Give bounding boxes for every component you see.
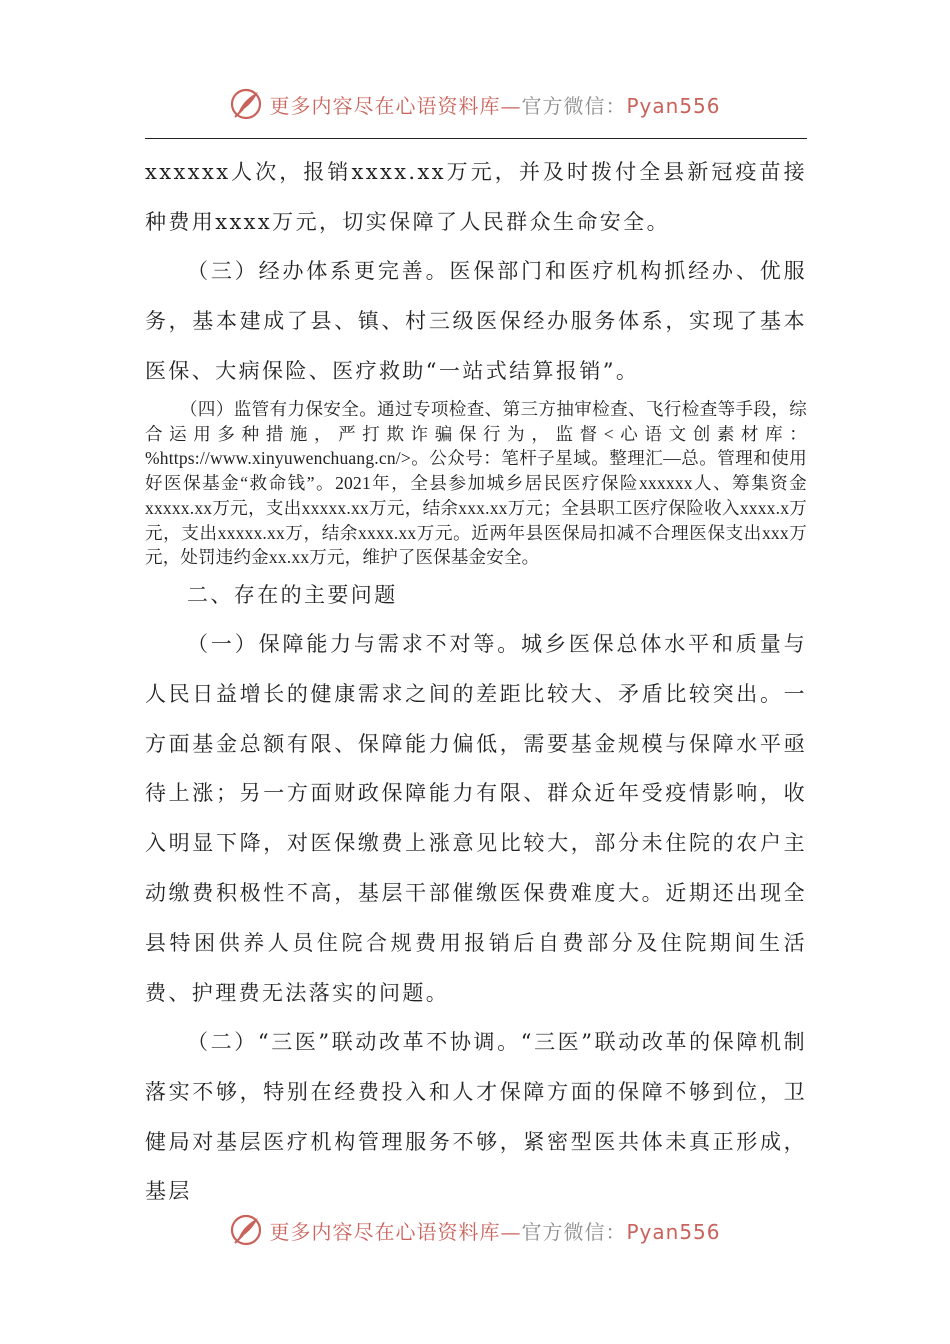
paragraph-4: （一）保障能力与需求不对等。城乡医保总体水平和质量与人民日益增长的健康需求之间的差距比较大、矛盾比较突出。一方面基金总额有限、保障能力偏低，需要基金规模与保障水平亟待上涨；另一方面财政保障能力有限、群众近年受疫情影响，收入明显下降，对医保缴费上涨意见比较大，部分未住院的农户主动缴费积极性不高，基层干部催缴医保费难度大。近期还出现全县特困供养人员住院合规费用报销后自费部分及住院期间生活费、护理费无法落实的问题。 <box>145 632 807 1005</box>
paragraph-1: xxxxxx人次，报销xxxx.xx万元，并及时拨付全县新冠疫苗接种费用xxxx万元，切实保障了人民群众生命安全。 <box>145 160 807 234</box>
header-banner <box>0 84 950 124</box>
paragraph-2: （三）经办体系更完善。医保部门和医疗机构抓经办、优服务，基本建成了县、镇、村三级医保经办服务体系，实现了基本医保、大病保险、医疗救助“一站式结算报销”。 <box>145 259 807 383</box>
banner-text: 更多内容尽在心语资料库—官方微信：Pyan556 <box>269 93 721 118</box>
paragraph-3: （四）监管有力保安全。通过专项检查、第三方抽审检查、飞行检查等手段，综合运用多种措施，严打欺诈骗保行为，监督<心语文创素材库：%https://www.xinyuwenchuang.cn/>。公众号：笔杆子星域。整理汇—总。管理和使用好医保基金“救命钱”。2021年，全县参加城乡居民医疗保险xxxxxx人、筹集资金xxxxx.xx万元，支出xxxxx.xx万元，结余xxx.xx万元；全县职工医疗保险收入xxxx.x万元，支出xxxxx.xx万，结余xxxx.xx万元。近两年县医保局扣减不合理医保支出xxx万元，处罚违约金xx.xx万元，维护了医保基金安全。 <box>145 399 807 568</box>
section-heading: 二、存在的主要问题 <box>187 583 398 607</box>
banner-text: 更多内容尽在心语资料库—官方微信：Pyan556 <box>269 1219 721 1244</box>
feather-pen-logo-icon <box>229 87 263 121</box>
header-divider <box>145 138 807 139</box>
paragraph-5: （二）“三医”联动改革不协调。“三医”联动改革的保障机制落实不够，特别在经费投入和人才保障方面的保障不够到位，卫健局对基层医疗机构管理服务不够，紧密型医共体未真正形成，基层 <box>145 1030 807 1204</box>
feather-pen-logo-icon <box>229 1213 263 1247</box>
footer-banner <box>0 1210 950 1250</box>
